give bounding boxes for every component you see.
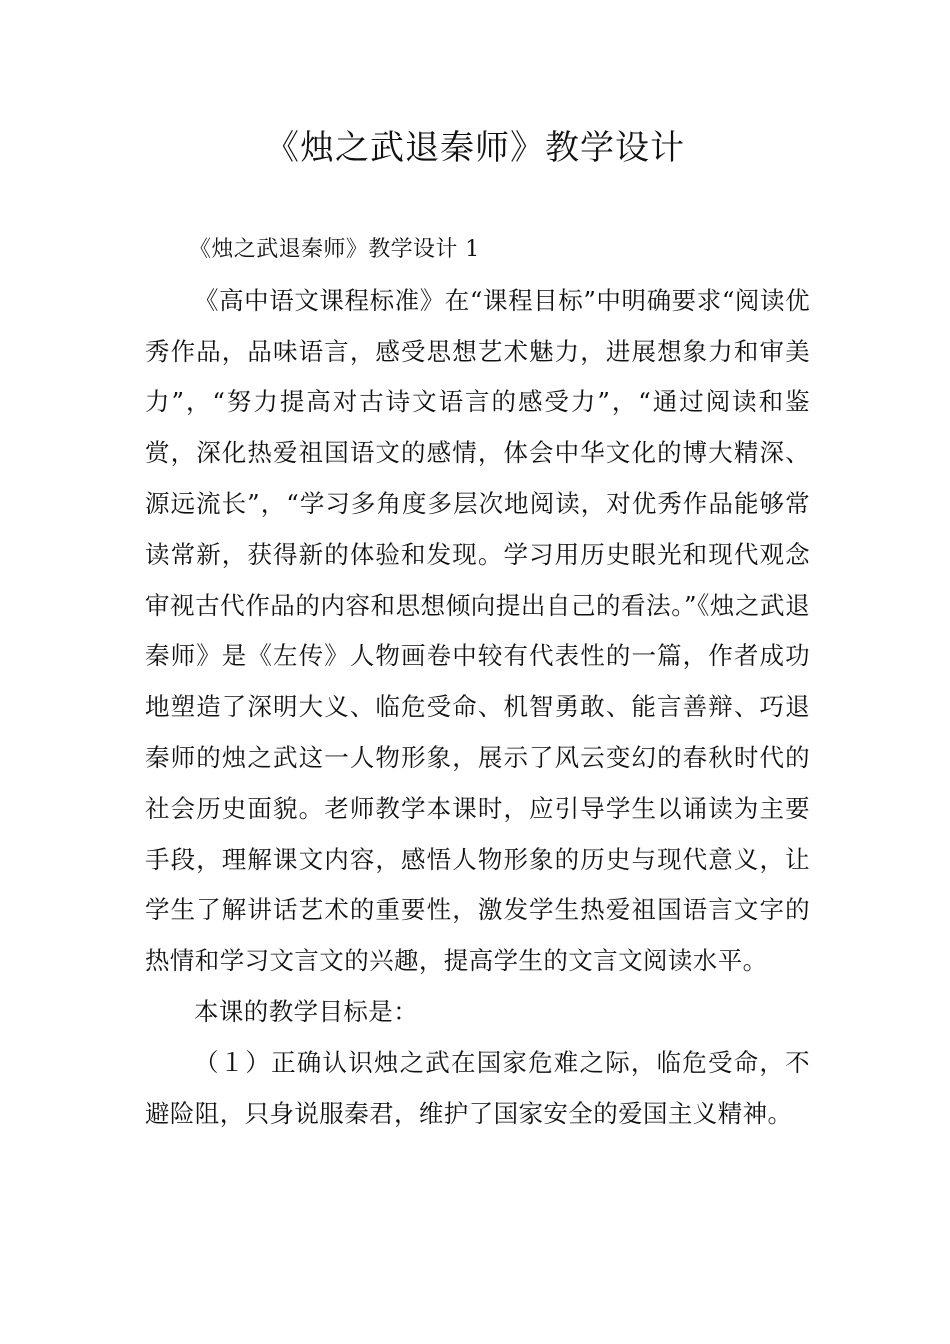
paragraph-objective-1: （１）正确认识烛之武在国家危难之际，临危受命，不避险阻，只身说服秦君，维护了国家安全的爱国主义精神。 <box>145 1047 810 1128</box>
section-subheading: 《烛之武退秦师》教学设计 1 <box>189 237 480 262</box>
document-title: 《烛之武退秦师》教学设计 <box>265 128 685 168</box>
paragraph-objectives-heading: 本课的教学目标是： <box>194 996 419 1026</box>
paragraph-intro: 《高中语文课程标准》在“课程目标”中明确要求“阅读优秀作品，品味语言，感受思想艺术魅力，进展想象力和审美力”，“努力提高对古诗文语言的感受力”，“通过阅读和鉴赏，深化热爱祖国语文的感情，体会中华文化的博大精深、源远流长”，“学习多角度多层次地阅读，对优秀作品能够常读常新，获得新的体验和发现。学习用历史眼光和现代观念审视古代作品的内容和思想倾向提出自己的看法。”《烛之武退秦师》是《左传》人物画卷中较有代表性的一篇，作者成功地塑造了深明大义、临危受命、机智勇敢、能言善辩、巧退秦师的烛之武这一人物形象，展示了风云变幻的春秋时代的社会历史面貌。老师教学本课时，应引导学生以诵读为主要手段，理解课文内容，感悟人物形象的历史与现代意义，让学生了解讲话艺术的重要性，激发学生热爱祖国语言文字的热情和学习文言文的兴趣，提高学生的文言文阅读水平。 <box>145 285 810 976</box>
document-body <box>145 225 810 1139</box>
